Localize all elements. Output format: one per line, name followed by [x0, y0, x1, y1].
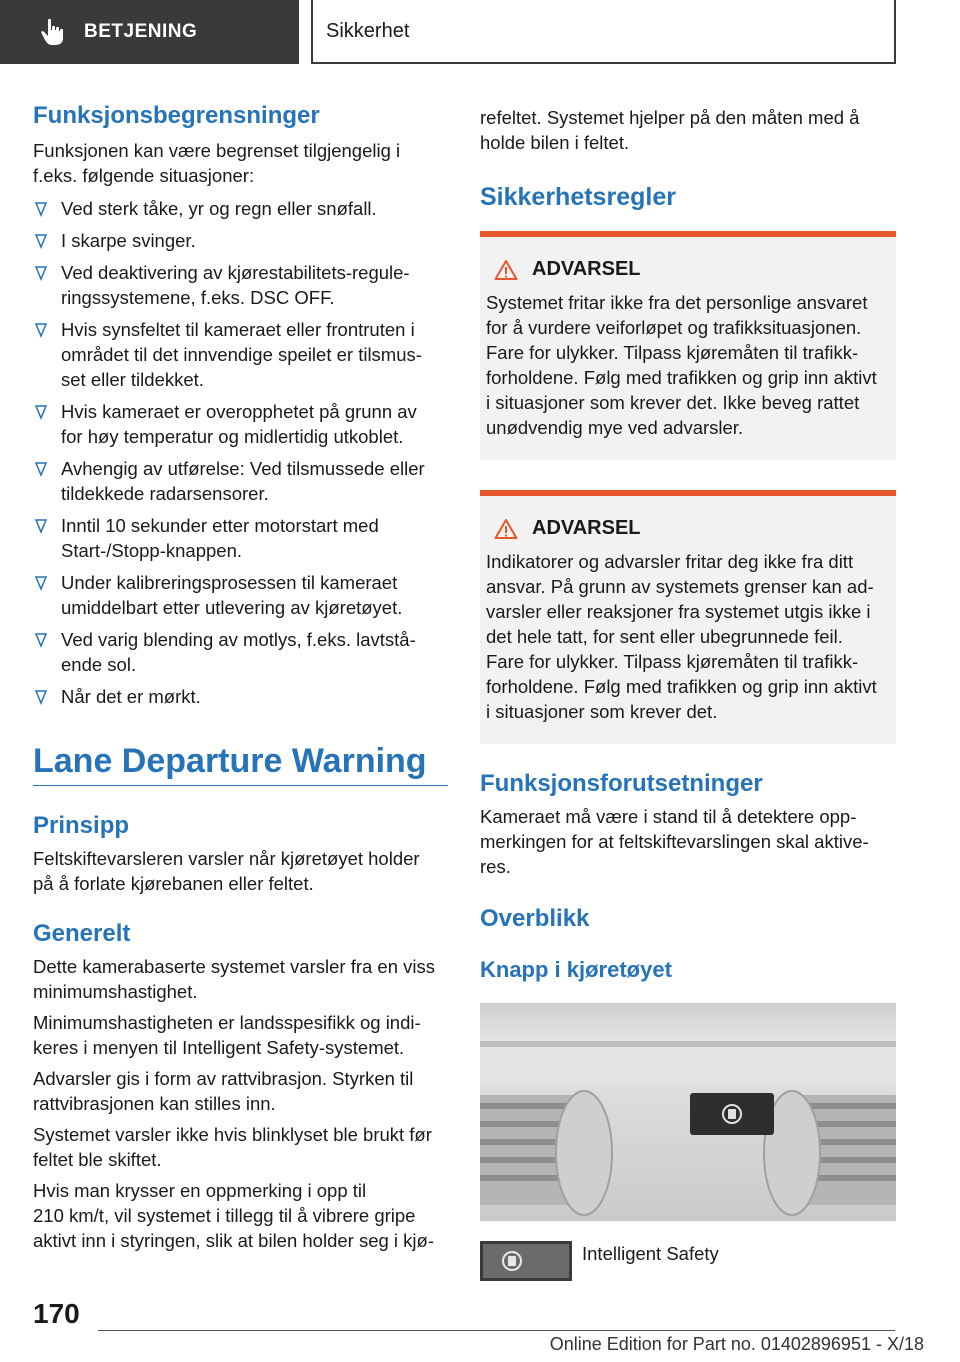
left-column	[33, 100, 448, 1259]
list-item: Ved varig blending av motlys, f.eks. lavtstå- ende sol.	[33, 627, 448, 677]
warning-triangle-icon	[494, 259, 518, 281]
list-item: Under kalibreringsprosessen til kameraet umiddelbart etter utlevering av kjøretøyet.	[33, 570, 448, 620]
intelligent-safety-icon	[480, 1241, 572, 1281]
triangle-bullet-icon	[35, 402, 47, 422]
prereq-text: Kameraet må være i stand til å detektere opp- merkingen for at feltskiftevarslingen skal aktive- res.	[480, 806, 869, 877]
triangle-bullet-icon	[35, 573, 47, 593]
triangle-bullet-icon	[35, 263, 47, 283]
list-item: I skarpe svinger.	[33, 228, 448, 253]
list-item: Hvis kameraet er overopphetet på grunn av for høy temperatur og midlertidig utkoblet.	[33, 399, 448, 449]
general-paragraphs	[33, 954, 448, 1253]
triangle-bullet-icon	[35, 320, 47, 340]
warning-box	[480, 490, 896, 744]
title-rule	[33, 785, 448, 786]
warning-title: ADVARSEL	[486, 516, 890, 541]
warning-box	[480, 231, 896, 460]
triangle-bullet-icon	[35, 687, 47, 707]
triangle-bullet-icon	[35, 516, 47, 536]
general-paragraph: Advarsler gis i form av rattvibrasjon. Styrken til rattvibrasjonen kan stilles inn.	[33, 1068, 414, 1114]
limits-list	[33, 196, 448, 709]
triangle-bullet-icon	[35, 630, 47, 650]
warning-text: Indikatorer og advarsler fritar deg ikke fra ditt ansvar. På grunn av systemets grenser kan ad- varsler eller reaksjoner fra systemet utgis ikke i det hele tatt, for sent eller ubegrunnede feil. Fare for ulykker. Tilpass kjøremåten til trafikk- forholdene. Følg med trafikken og grip inn aktivt i situasjoner som krever det.	[486, 551, 877, 722]
limits-intro: Funksjonen kan være begrenset tilgjengelig i f.eks. følgende situasjoner:	[33, 140, 401, 186]
safety-heading: Sikkerhetsregler	[480, 183, 676, 211]
list-item: Hvis synsfeltet til kameraet eller frontruten i området til det innvendige speilet er tilsmus- set eller tildekket.	[33, 317, 448, 392]
general-paragraph: Minimumshastigheten er landsspesifikk og indi- keres i menyen til Intelligent Safety-systemet.	[33, 1012, 421, 1058]
general-paragraph: Dette kamerabaserte systemet varsler fra en viss minimumshastighet.	[33, 956, 436, 1002]
footer-edition: Online Edition for Part no. 01402896951 - X/18	[549, 1334, 924, 1354]
warning-title: ADVARSEL	[486, 257, 890, 282]
right-vent	[764, 1091, 896, 1215]
principle-text: Feltskiftevarsleren varsler når kjøretøyet holder på å forlate kjørebanen eller feltet.	[33, 848, 420, 894]
right-column	[480, 105, 896, 1281]
general-paragraph: Systemet varsler ikke hvis blinklyset ble brukt før feltet ble skiftet.	[33, 1124, 432, 1170]
footer-rule	[98, 1330, 895, 1331]
triangle-bullet-icon	[35, 231, 47, 251]
warning-text: Systemet fritar ikke fra det personlige ansvaret for å vurdere veiforløpet og trafikksituasjonen. Fare for ulykker. Tilpass kjøremåten til trafikk- forholdene. Følg med trafikken og grip inn aktivt i situasjoner som krever det. Ikke beveg rattet unødvendig mye ved advarsler.	[486, 292, 877, 438]
warnings	[480, 231, 896, 744]
left-vent	[480, 1091, 612, 1215]
dashboard-button-photo	[480, 1003, 896, 1221]
limits-heading: Funksjonsbegrensninger	[33, 102, 320, 129]
warning-triangle-icon	[494, 518, 518, 540]
triangle-bullet-icon	[35, 199, 47, 219]
section-tab	[0, 0, 299, 64]
principle-heading: Prinsipp	[33, 812, 130, 839]
page-number: 170	[33, 1298, 80, 1329]
button-heading: Knapp i kjøretøyet	[480, 957, 672, 982]
list-item: Ved deaktivering av kjørestabilitets-regule- ringssystemene, f.eks. DSC OFF.	[33, 260, 448, 310]
button-caption: Intelligent Safety	[582, 1243, 719, 1264]
list-item: Ved sterk tåke, yr og regn eller snøfall.	[33, 196, 448, 221]
prereq-heading: Funksjonsforutsetninger	[480, 770, 763, 797]
hand-pointer-icon	[40, 18, 66, 46]
main-title: Lane Departure Warning	[33, 742, 427, 780]
list-item: Inntil 10 sekunder etter motorstart med Start-/Stopp-knappen.	[33, 513, 448, 563]
list-item: Avhengig av utførelse: Ved tilsmussede eller tildekkede radarsensorer.	[33, 456, 448, 506]
continued-text: refeltet. Systemet hjelper på den måten med å holde bilen i feltet.	[480, 107, 860, 153]
chapter-label: Sikkerhet	[326, 19, 410, 42]
section-label: BETJENING	[84, 21, 198, 42]
general-heading: Generelt	[33, 920, 131, 947]
overview-heading: Overblikk	[480, 905, 590, 932]
triangle-bullet-icon	[35, 459, 47, 479]
list-item: Når det er mørkt.	[33, 684, 448, 709]
button-caption-row	[480, 1241, 896, 1281]
general-paragraph: Hvis man krysser en oppmerking i opp til 210 km/t, vil systemet i tillegg til å vibrere gripe aktivt inn i styringen, slik at bilen holder seg i kjø-	[33, 1180, 435, 1251]
chapter-tab	[311, 0, 896, 64]
